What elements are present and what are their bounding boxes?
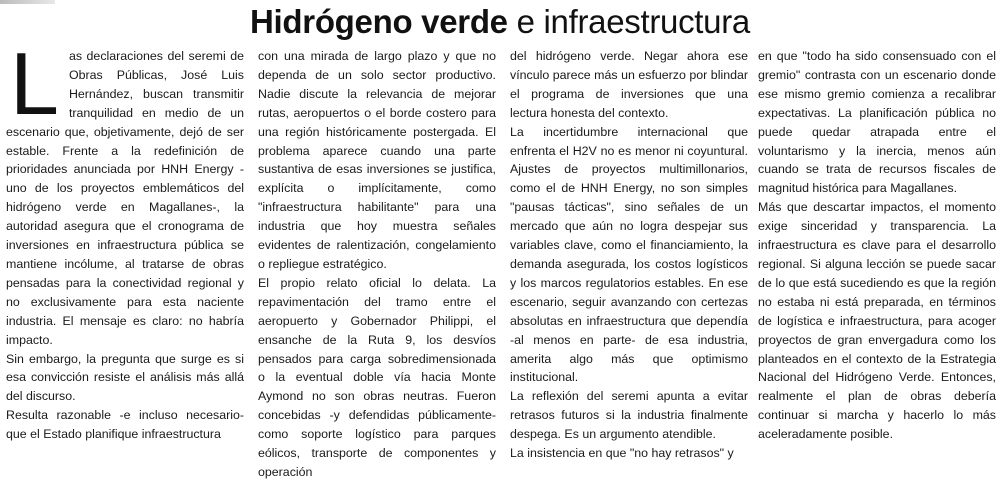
paragraph: La insistencia en que "no hay retrasos" y: [510, 446, 734, 461]
headline-light: e infraestructura: [516, 3, 750, 40]
article-column-1: [6, 34, 244, 465]
paragraph: as declaraciones del seremi de Obras Públicas, José Luis Hernández, buscan transmitir tranquilidad en medio de un escenario que, objetivamente, dejó de ser estable. Frente a la redefinición de prioridades anunciada por HNH Energy -uno de los proyectos emblemáticos del hidrógeno verde en Magallanes-, la autoridad asegura que el cronograma de inversiones en infraestructura pública se mantiene incólume, al tratarse de obras pensadas para la conectividad regional y no exclusivamente para esta naciente industria. El mensaje es claro: no habría impacto.: [6, 49, 244, 347]
paragraph: El propio relato oficial lo delata. La repavimentación del tramo entre el aeropuerto y Gobernador Philippi, el ensanche de la Ruta 9, los desvíos pensados para carga sobredimensionada o la eventual doble vía hacia Monte Aymond no son obras neutras. Fueron concebidas -y defendidas públicamente- como soporte logístico para parques eólicos, transporte de componentes y operación: [258, 275, 496, 479]
paragraph: en que "todo ha sido consensuado con el gremio" contrasta con un escenario donde ese mismo gremio comienza a recalibrar expectativas. La planificación pública no puede quedar atrapada entre el voluntarismo y la inercia, menos aún cuando se trata de recursos fiscales de magnitud histórica para Magallanes.: [758, 49, 996, 196]
article-body: [6, 34, 996, 479]
paragraph: Más que descartar impactos, el momento exige sinceridad y transparencia. La infraestructura es clave para el desarrollo regional. Si alguna lección se puede sacar de lo que está sucediendo es que la región no estaba ni está preparada, en términos de logística e infraestructura, para acoger proyectos de gran envergadura como los planteados en el contexto de la Estrategia Nacional del Hidrógeno Verde. Entonces, realmente el plan de obras debería continuar si marcha y hacerlo lo más aceleradamente posible.: [758, 200, 996, 442]
paragraph: La reflexión del seremi apunta a evitar retrasos futuros si la industria finalmente despega. Es un argumento atendible.: [510, 389, 748, 442]
article-column-3: [510, 47, 748, 465]
headline-bold: Hidrógeno verde: [250, 3, 508, 40]
page-title: [0, 2, 1000, 42]
paragraph: Sin embargo, la pregunta que surge es si esa convicción resiste el análisis más allá del discurso.: [6, 351, 244, 404]
paragraph: del hidrógeno verde. Negar ahora ese vínculo parece más un esfuerzo por blindar el programa de inversiones que una lectura honesta del contexto.: [510, 49, 748, 120]
article-column-2: [258, 47, 496, 479]
paragraph: con una mirada de largo plazo y que no dependa de un solo sector productivo. Nadie discute la relevancia de mejorar rutas, aeropuertos o el borde costero para una región históricamente postergada. El problema aparece cuando una parte sustantiva de esas inversiones se justifica, explícita o implícitamente, como "infraestructura habilitante" para una industria que hoy muestra señales evidentes de ralentización, congelamiento o repliegue estratégico.: [258, 49, 496, 271]
article-column-4: [758, 47, 996, 465]
paragraph: Resulta razonable -e incluso necesario- que el Estado planifique infraestructura: [6, 408, 244, 442]
paragraph: La incertidumbre internacional que enfrenta el H2V no es menor ni coyuntural. Ajustes de proyectos multimillonarios, como el de HNH Energy, no son simples "pausas tácticas", sino señales de un mercado que aún no logra despejar sus variables clave, como el financiamiento, la demanda asegurada, los costos logísticos y los marcos regulatorios estables. En ese escenario, seguir avanzando con certezas absolutas en infraestructura que dependía -al menos en parte- de esa industria, amerita algo más que optimismo institucional.: [510, 124, 748, 385]
dropcap-letter: L: [10, 34, 59, 133]
